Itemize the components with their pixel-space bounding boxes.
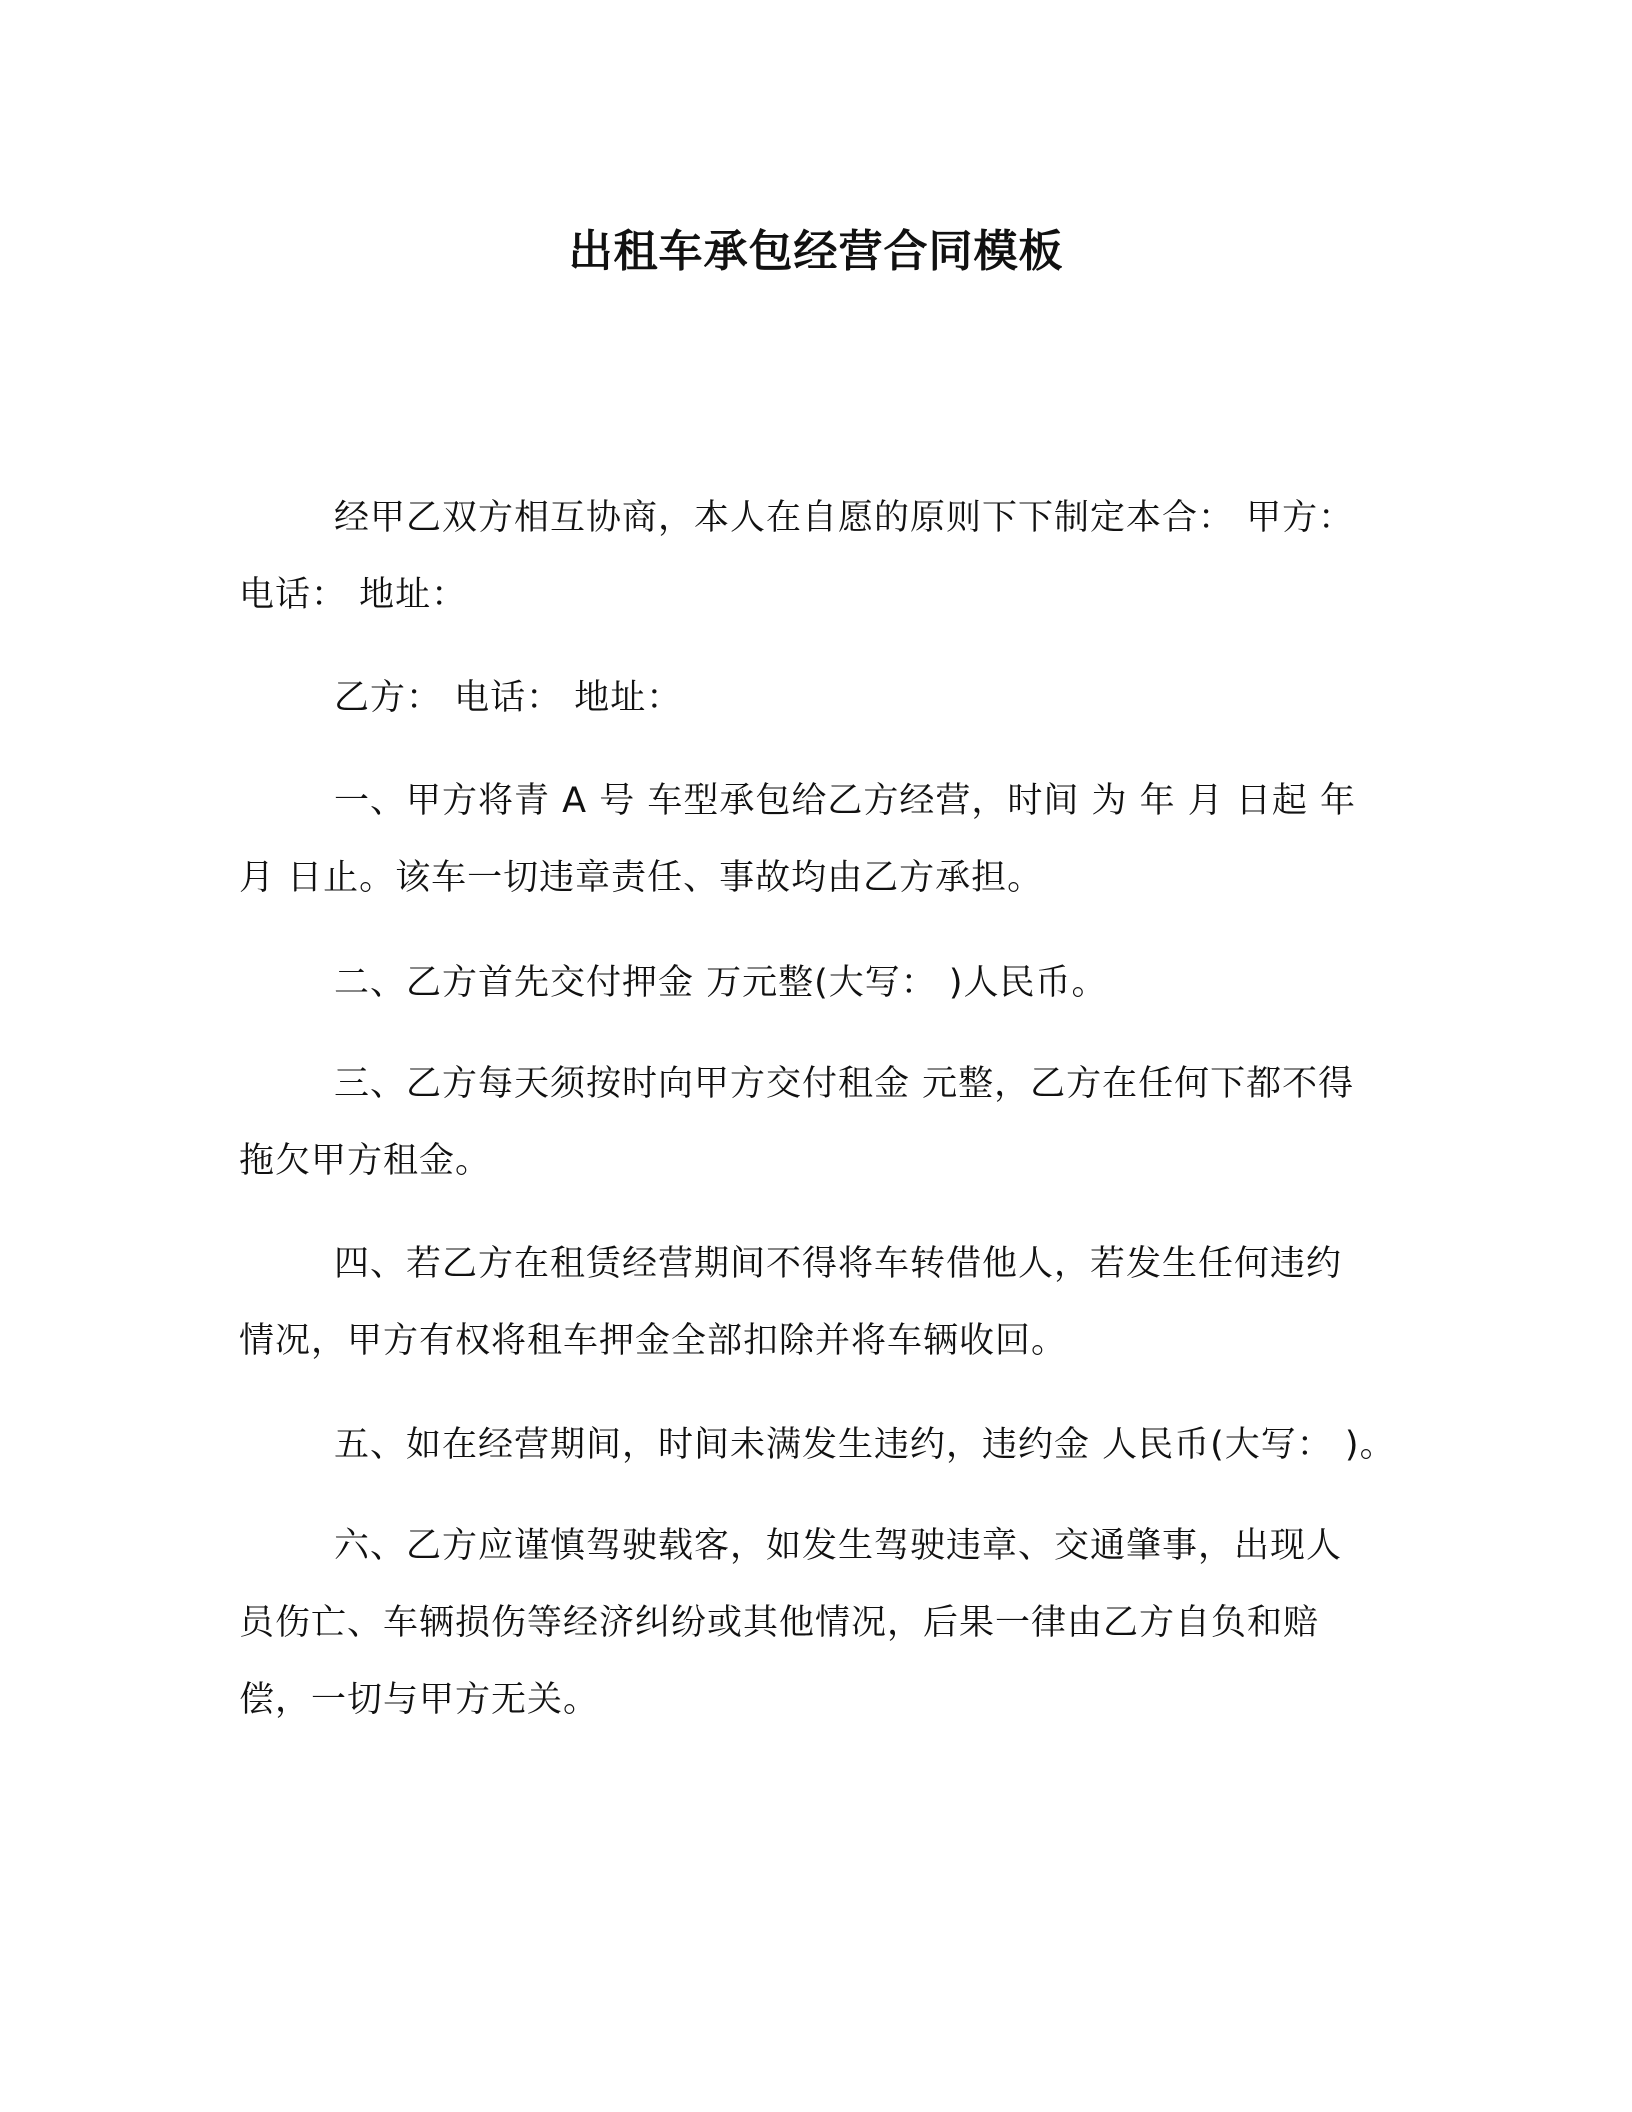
paragraph-clause-1 [239, 763, 1389, 917]
paragraph-clause-5 [239, 1407, 1396, 1484]
paragraph-line: 月 日止。该车一切违章责任、事故均由乙方承担。 [239, 858, 1044, 898]
paragraph-line: 员伤亡、车辆损伤等经济纠纷或其他情况，后果一律由乙方自负和赔 [239, 1603, 1320, 1643]
document-title: 出租车承包经营合同模板 [568, 226, 1064, 277]
paragraph-line: 六、乙方应谨慎驾驶载客，如发生驾驶违章、交通肇事，出现人 [334, 1526, 1343, 1566]
paragraph-line: 一、甲方将青 A 号 车型承包给乙方经营，时间 为 年 月 日起 年 [334, 781, 1356, 821]
paragraph-line: 乙方： 电话： 地址： [334, 678, 683, 718]
paragraph-line: 二、乙方首先交付押金 万元整(大写： )人民币。 [334, 963, 1108, 1003]
paragraph-line: 拖欠甲方租金。 [239, 1141, 492, 1181]
paragraph-clause-2 [239, 945, 1389, 1022]
paragraph-line: 偿，一切与甲方无关。 [239, 1680, 600, 1720]
paragraph-line: 经甲乙双方相互协商，本人在自愿的原则下下制定本合： 甲方： [334, 498, 1355, 538]
paragraph-line: 五、如在经营期间，时间未满发生违约，违约金 人民币(大写： )。 [334, 1425, 1396, 1465]
paragraph-clause-6 [239, 1508, 1389, 1739]
paragraph-clause-4 [239, 1226, 1389, 1380]
paragraph-line: 三、乙方每天须按时向甲方交付租金 元整，乙方在任何下都不得 [334, 1064, 1355, 1104]
paragraph-line: 四、若乙方在租赁经营期间不得将车转借他人，若发生任何违约 [334, 1244, 1343, 1284]
paragraph-line: 电话： 地址： [239, 575, 468, 615]
paragraph-party-b [239, 660, 1389, 737]
paragraph-line: 情况，甲方有权将租车押金全部扣除并将车辆收回。 [239, 1321, 1068, 1361]
paragraph-clause-3 [239, 1046, 1389, 1200]
paragraph-intro [239, 480, 1389, 634]
